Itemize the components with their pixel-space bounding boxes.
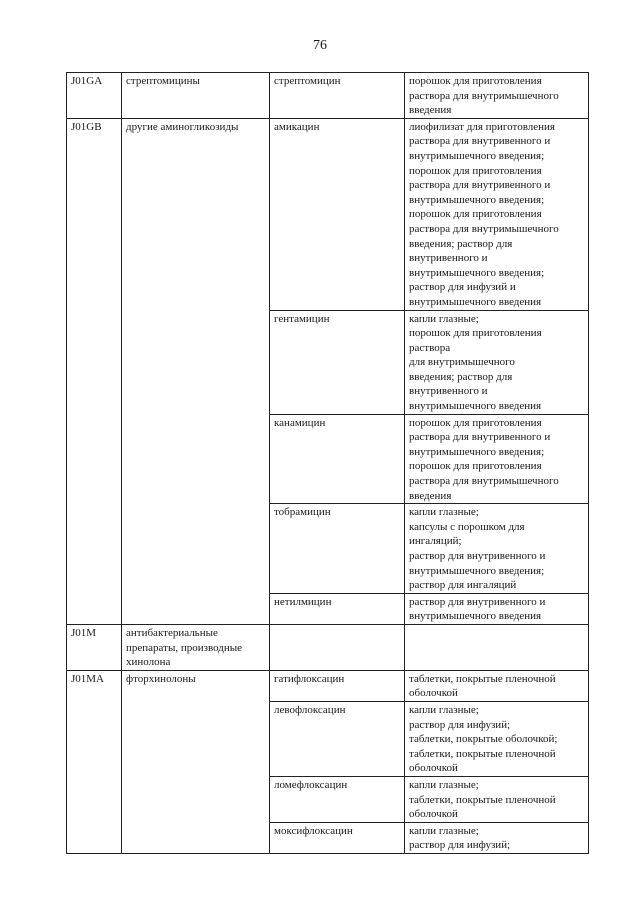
drug-name-cell: моксифлоксацин: [270, 822, 405, 853]
atc-code-cell: J01M: [67, 624, 122, 670]
drug-name-cell: гентамицин: [270, 310, 405, 414]
dosage-forms-cell: капли глазные; раствор для инфузий; таблетки, покрытые оболочкой; таблетки, покрытые пленочной оболочкой: [405, 701, 589, 776]
dosage-forms-cell: порошок для приготовления раствора для внутривенного и внутримышечного введения; порошок для приготовления раствора для внутримышечного введения: [405, 414, 589, 504]
atc-code-cell: J01GA: [67, 73, 122, 119]
table-row: [67, 624, 589, 670]
dosage-forms-cell: [405, 624, 589, 670]
dosage-forms-cell: порошок для приготовления раствора для внутримышечного введения: [405, 73, 589, 119]
drug-name-cell: ломефлоксацин: [270, 776, 405, 822]
drug-table: [66, 72, 589, 854]
atc-code-cell: J01GB: [67, 118, 122, 624]
page-number: 76: [313, 38, 327, 53]
drug-name-cell: гатифлоксацин: [270, 670, 405, 701]
dosage-forms-cell: капли глазные; раствор для инфузий;: [405, 822, 589, 853]
drug-name-cell: левофлоксацин: [270, 701, 405, 776]
group-name-cell: фторхинолоны: [122, 670, 270, 853]
group-name-cell: стрептомицины: [122, 73, 270, 119]
atc-code-cell: J01MA: [67, 670, 122, 853]
drug-name-cell: нетилмицин: [270, 593, 405, 624]
table-row: [67, 73, 589, 119]
dosage-forms-cell: капли глазные; таблетки, покрытые пленочной оболочкой: [405, 776, 589, 822]
dosage-forms-cell: раствор для внутривенного и внутримышечного введения: [405, 593, 589, 624]
group-name-cell: другие аминогликозиды: [122, 118, 270, 624]
drug-name-cell: тобрамицин: [270, 504, 405, 594]
dosage-forms-cell: капли глазные; капсулы с порошком для ингаляций; раствор для внутривенного и внутримышечного введения; раствор для ингаляций: [405, 504, 589, 594]
drug-name-cell: [270, 624, 405, 670]
drug-name-cell: амикацин: [270, 118, 405, 310]
dosage-forms-cell: капли глазные; порошок для приготовления раствора для внутримышечного введения; раствор для внутривенного и внутримышечного введения: [405, 310, 589, 414]
drug-name-cell: канамицин: [270, 414, 405, 504]
table-row: [67, 670, 589, 701]
dosage-forms-cell: таблетки, покрытые пленочной оболочкой: [405, 670, 589, 701]
drug-name-cell: стрептомицин: [270, 73, 405, 119]
table-row: [67, 118, 589, 310]
group-name-cell: антибактериальные препараты, производные хинолона: [122, 624, 270, 670]
dosage-forms-cell: лиофилизат для приготовления раствора для внутривенного и внутримышечного введения; порошок для приготовления раствора для внутривенного и внутримышечного введения; порошок для приготовления раствора для внутримышечного введения; раствор для внутривенного и внутримышечного введения; раствор для инфузий и внутримышечного введения: [405, 118, 589, 310]
